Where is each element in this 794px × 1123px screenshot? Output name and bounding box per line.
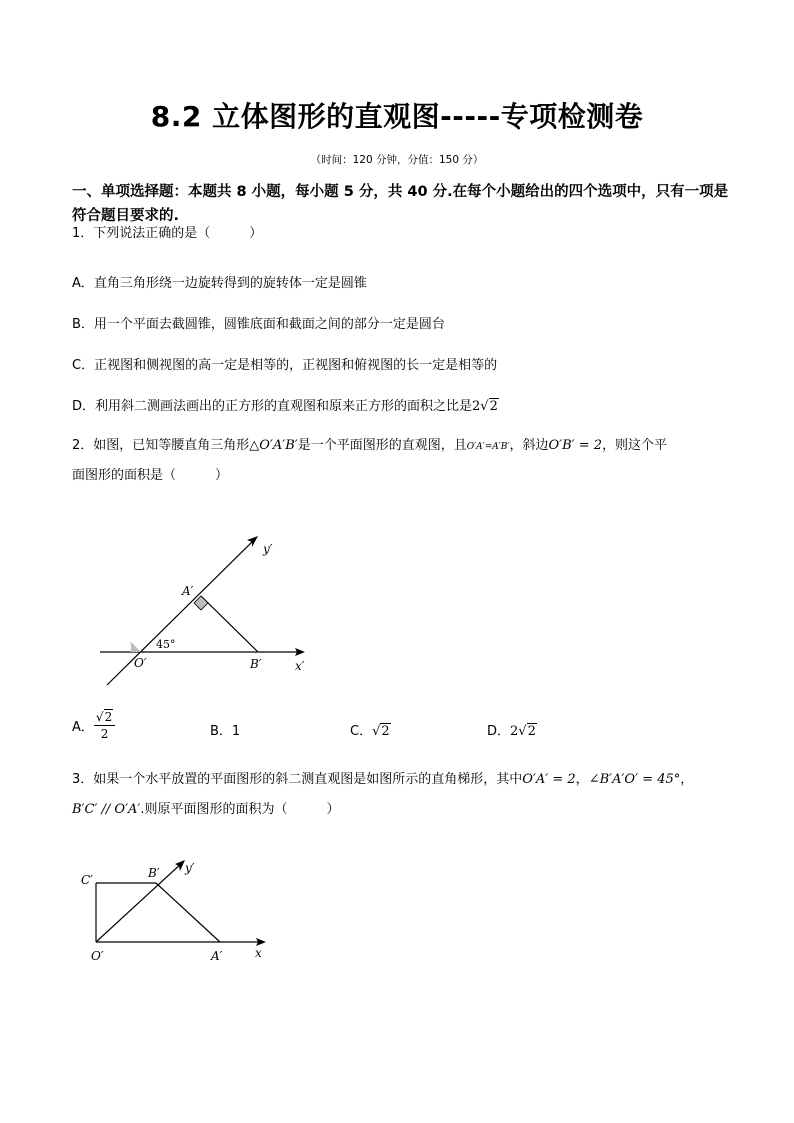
angle-arc (130, 641, 141, 652)
label-y: y′ (185, 861, 195, 875)
label-b: B′ (250, 657, 262, 671)
label-o: O′ (134, 656, 147, 670)
question-2-option-a: A． $\frac{√2}{2}$ (72, 710, 115, 741)
label-c: C′ (81, 873, 93, 887)
page-title: 8.2 立体图形的直观图-----专项检测卷 (150, 100, 644, 133)
question-1-option-a: A．直角三角形绕一边旋转得到的旋转体一定是圆锥 (72, 276, 367, 291)
y-axis-line (107, 539, 255, 685)
question-2-option-d: D．2√2 (487, 724, 536, 739)
exam-info: （时间：120 分钟，分值：150 分） (310, 154, 484, 166)
label-y: y′ (263, 542, 273, 556)
segment-ab (201, 596, 258, 652)
hypotenuse-expr: O′B′ = 2 (548, 438, 603, 453)
condition-parallel: B′C′ // O′A′ (72, 802, 141, 817)
question-3-stem-line2: B′C′ // O′A′.则原平面图形的面积为（ ） (72, 802, 340, 817)
question-2-option-c: C．√2 (350, 724, 390, 739)
y-axis-arrow (175, 860, 185, 871)
question-3-stem: 3．如果一个水平放置的平面图形的斜二测直观图是如图所示的直角梯形，其中O′A′ = 2，∠B′A′O′ = 45°， (72, 772, 694, 787)
y-axis-line (96, 862, 183, 942)
segment-ba (156, 883, 220, 942)
question-1-option-b: B．用一个平面去截圆锥，圆锥底面和截面之间的部分一定是圆台 (72, 317, 445, 332)
label-x: x (255, 946, 262, 960)
question-2-option-b: B．1 (210, 724, 241, 739)
label-angle: 45° (156, 638, 176, 651)
label-a: A′ (182, 584, 194, 598)
option-d-value: 2√2 (472, 399, 498, 414)
question-1-option-d (72, 395, 499, 414)
question-2-stem: 2．如图，已知等腰直角三角形△O′A′B′是一个平面图形的直观图，且O′A′=A′B′，斜边O′B′ = 2，则这个平 (72, 438, 668, 453)
question-3-figure (75, 850, 275, 970)
condition-oa: O′A′ = 2 (522, 772, 576, 787)
condition-angle: ∠B′A′O′ = 45° (588, 772, 681, 787)
question-1-option-c: C．正视图和侧视图的高一定是相等的，正视图和俯视图的长一定是相等的 (72, 358, 498, 373)
question-2-figure (90, 525, 320, 695)
label-o: O′ (91, 949, 104, 963)
question-2-stem-line2: 面图形的面积是（ ） (72, 468, 229, 483)
right-angle-mark (194, 596, 208, 610)
label-a: A′ (211, 949, 223, 963)
label-b: B′ (148, 866, 160, 880)
label-x: x′ (295, 659, 305, 673)
section-heading: 一、单项选择题：本题共 8 小题，每小题 5 分，共 40 分.在每个小题给出的四个选项中，只有一项是符合题目要求的. (72, 184, 729, 224)
question-1-stem: 1．下列说法正确的是（ ） (72, 226, 263, 241)
option-d-text: D．利用斜二测画法画出的正方形的直观图和原来正方形的面积之比是 (72, 399, 473, 414)
condition-expr: O′A′=A′B′ (466, 442, 510, 452)
triangle-expr: △O′A′B′ (249, 438, 298, 453)
